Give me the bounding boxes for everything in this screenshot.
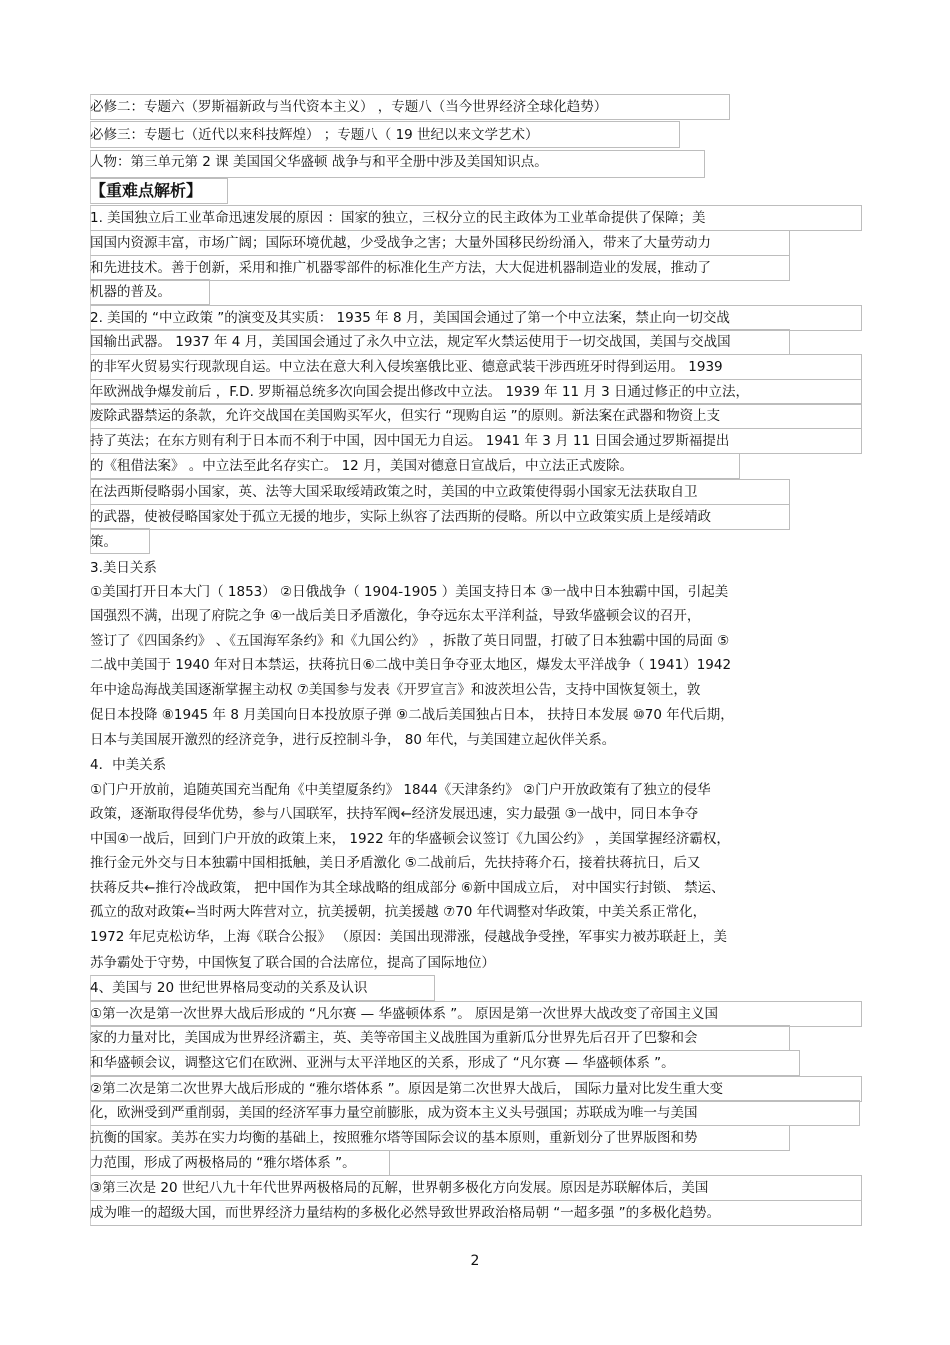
- text-line: 孤立的敌对政策←当时两大阵营对立，抗美援朝，抗美援越 ⑦70 年代调整对华政策，中美关系正常化，: [90, 904, 707, 920]
- text-line: 的非军火贸易实行现款现自运。中立法在意大利入侵埃塞俄比亚、德意武装干涉西班牙时得到运用。 1939: [90, 359, 723, 375]
- text-line: 年中途岛海战美国逐渐掌握主动权 ⑦美国参与发表《开罗宣言》和波茨坦公告，支持中国恢复领土，敦: [90, 682, 701, 698]
- text-line: 2. 美国的 “中立政策 ”的演变及其实质： 1935 年 8 月，美国国会通过了第一个中立法案，禁止向一切交战: [90, 310, 730, 326]
- text-line: 3.美日关系: [90, 560, 157, 576]
- text-line: 和先进技术。善于创新，采用和推广机器零部件的标准化生产方法，大大促进机器制造业的发展，推动了: [90, 260, 711, 276]
- text-line: 国输出武器。 1937 年 4 月，美国国会通过了永久中立法，规定军火禁运使用于一切交战国，美国与交战国: [90, 334, 731, 350]
- text-line: 扶蒋反共←推行冷战政策， 把中国作为其全球战略的组成部分 ⑥新中国成立后， 对中国实行封锁、 禁运、: [90, 880, 725, 896]
- text-line: 成为唯一的超级大国，而世界经济力量结构的多极化必然导致世界政治格局朝 “一超多强 ”的多极化趋势。: [90, 1205, 721, 1221]
- text-line: ①第一次是第一次世界大战后形成的 “凡尔赛 — 华盛顿体系 ”。 原因是第一次世界大战改变了帝国主义国: [90, 1006, 719, 1022]
- text-line: ①门户开放前，追随英国充当配角《中美望厦条约》 1844《天津条约》 ②门户开放政策有了独立的侵华: [90, 782, 711, 798]
- text-line: 化，欧洲受到严重削弱，美国的经济军事力量空前膨胀，成为资本主义头号强国；苏联成为唯一与美国: [90, 1105, 698, 1121]
- text-line: 日本与美国展开激烈的经济竞争，进行反控制斗争， 80 年代，与美国建立起伙伴关系。: [90, 732, 616, 748]
- text-line: 签订了《四国条约》 、《五国海军条约》和《九国公约》 ，拆散了英日同盟，打破了日本独霸中国的局面 ⑤: [90, 633, 730, 649]
- text-line: 苏争霸处于守势，中国恢复了联合国的合法席位，提高了国际地位）: [90, 955, 495, 971]
- text-line: 必修二：专题六（罗斯福新政与当代资本主义） ，专题八（当今世界经济全球化趋势）: [90, 99, 608, 115]
- text-line: 年欧洲战争爆发前后 ，F.D. 罗斯福总统多次向国会提出修改中立法。 1939 年 11 月 3 日通过修正的中立法，: [90, 384, 750, 400]
- text-line: 中国④一战后，回到门户开放的政策上来， 1922 年的华盛顿会议签订《九国公约》 ，美国掌握经济霸权，: [90, 831, 730, 847]
- text-line: 4、美国与 20 世纪世界格局变动的关系及认识: [90, 980, 368, 996]
- text-line: 促日本投降 ⑧1945 年 8 月美国向日本投放原子弹 ⑨二战后美国独占日本， 扶持日本发展 ⑩70 年代后期，: [90, 707, 734, 723]
- text-line: 4．中美关系: [90, 757, 167, 773]
- text-line: 抗衡的国家。美苏在实力均衡的基础上，按照雅尔塔等国际会议的基本原则，重新划分了世界版图和势: [90, 1130, 698, 1146]
- text-line: ③第三次是 20 世纪八九十年代世界两极格局的瓦解，世界朝多极化方向发展。原因是苏联解体后，美国: [90, 1180, 709, 1196]
- text-line: 1972 年尼克松访华，上海《联合公报》 （原因：美国出现滞涨，侵越战争受挫，军事实力被苏联赶上，美: [90, 929, 727, 945]
- text-line: 持了英法；在东方则有利于日本而不利于中国，因中国无力自运。 1941 年 3 月 11 日国会通过罗斯福提出: [90, 433, 730, 449]
- text-line: 力范围，形成了两极格局的 “雅尔塔体系 ”。: [90, 1155, 356, 1171]
- text-line: 在法西斯侵略弱小国家，英、法等大国采取绥靖政策之时，美国的中立政策使得弱小国家无法获取自卫: [90, 484, 698, 500]
- text-line: 政策，逐渐取得侵华优势，参与八国联军，扶持军阀←经济发展迅速，实力最强 ③一战中，同日本争夺: [90, 806, 699, 822]
- text-line: 二战中美国于 1940 年对日本禁运，扶蒋抗日⑥二战中美日争夺亚太地区，爆发太平洋战争（ 1941）1942: [90, 657, 732, 673]
- text-line: 机器的普及。: [90, 284, 171, 300]
- text-line: 的武器，使被侵略国家处于孤立无援的地步，实际上纵容了法西斯的侵略。所以中立政策实质上是绥靖政: [90, 509, 711, 525]
- text-line: 必修三：专题七（近代以来科技辉煌） ；专题八（ 19 世纪以来文学艺术）: [90, 127, 539, 143]
- text-line: 策。: [90, 534, 117, 550]
- text-line: 废除武器禁运的条款，允许交战国在美国购买军火，但实行 “现购自运 ”的原则。新法案在武器和物资上支: [90, 408, 721, 424]
- text-line: 家的力量对比，美国成为世界经济霸主，英、美等帝国主义战胜国为重新瓜分世界先后召开了巴黎和会: [90, 1030, 698, 1046]
- section-heading: 【重难点解析】: [90, 181, 203, 200]
- text-line: 人物：第三单元第 2 课 美国国父华盛顿 战争与和平全册中涉及美国知识点。: [90, 154, 548, 170]
- text-line: ②第二次是第二次世界大战后形成的 “雅尔塔体系 ”。原因是第二次世界大战后， 国际力量对比发生重大变: [90, 1081, 723, 1097]
- text-line: 1. 美国独立后工业革命迅速发展的原因 ：国家的独立，三权分立的民主政体为工业革命提供了保障；美: [90, 210, 706, 226]
- page-number: 2: [470, 1253, 480, 1269]
- text-line: 国强烈不满，出现了府院之争 ④一战后美日矛盾激化，争夺远东太平洋利益，导致华盛顿会议的召开，: [90, 608, 701, 624]
- text-line: 的《租借法案》 。中立法至此名存实亡。 12 月，美国对德意日宣战后，中立法正式废除。: [90, 458, 634, 474]
- text-line: 推行金元外交与日本独霸中国相抵触，美日矛盾激化 ⑤二战前后，先扶持蒋介石，接着扶蒋抗日，后又: [90, 855, 701, 871]
- text-line: 国国内资源丰富，市场广阔；国际环境优越，少受战争之害；大量外国移民纷纷涌入，带来了大量劳动力: [90, 235, 711, 251]
- text-line: 和华盛顿会议，调整这它们在欧洲、亚洲与太平洋地区的关系，形成了 “凡尔赛 — 华盛顿体系 ”。: [90, 1055, 675, 1071]
- text-line: ①美国打开日本大门（ 1853） ②日俄战争（ 1904-1905 ）美国支持日本 ③一战中日本独霸中国，引起美: [90, 584, 729, 600]
